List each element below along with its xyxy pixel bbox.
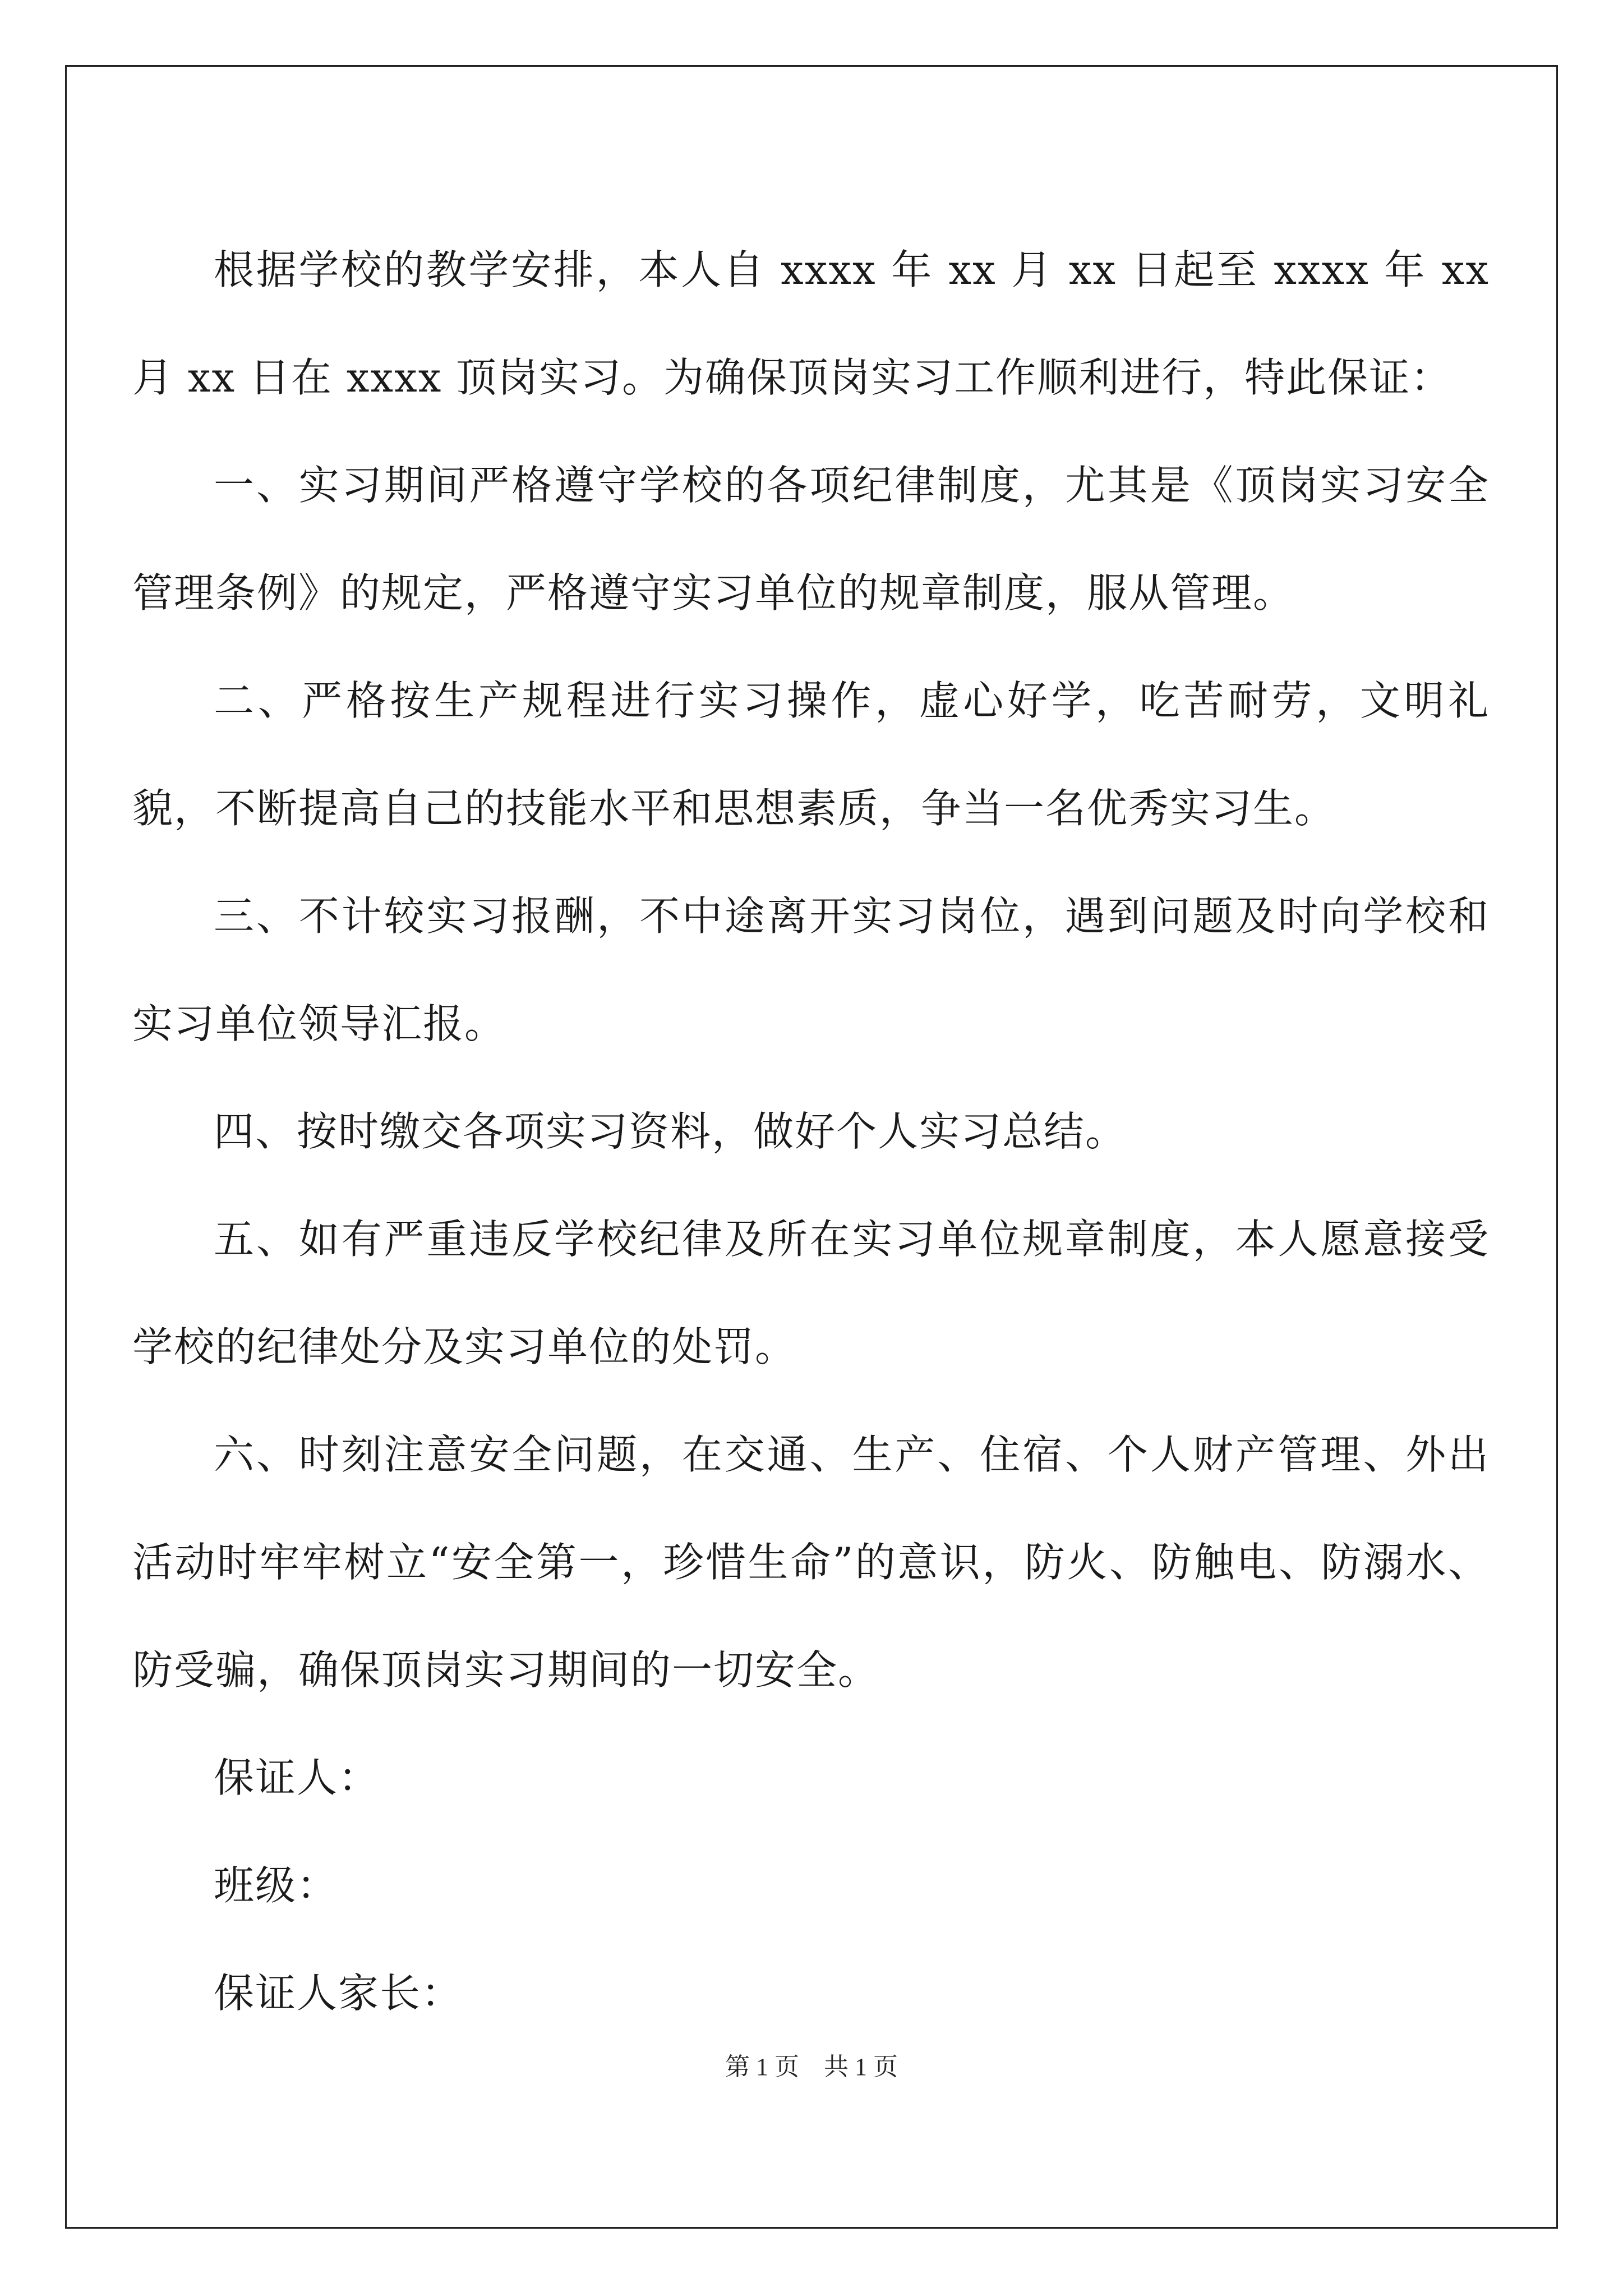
clause-3-paragraph: 三、不计较实习报酬，不中途离开实习岗位，遇到问题及时向学校和实习单位领导汇报。: [132, 892, 1490, 1047]
page-number: 第 1 页 共 1 页: [725, 2053, 898, 2081]
clause-1-paragraph: 一、实习期间严格遵守学校的各项纪律制度，尤其是《顶岗实习安全管理条例》的规定，严格遵守实习单位的规章制度，服从管理。: [132, 462, 1490, 616]
clause-4-paragraph: 四、按时缴交各项实习资料，做好个人实习总结。: [214, 1108, 1127, 1155]
intro-paragraph: 根据学校的教学安排，本人自 xxxx 年 xx 月 xx 日起至 xxxx 年 xx 月 xx 日在 xxxx 顶岗实习。为确保顶岗实习工作顺利进行，特此保证：: [132, 246, 1490, 401]
guarantor-label: 保证人：: [214, 1754, 380, 1801]
clause-2-paragraph: 二、严格按生产规程进行实习操作，虚心好学，吃苦耐劳，文明礼貌，不断提高自己的技能水平和思想素质，争当一名优秀实习生。: [132, 677, 1490, 832]
clause-6-paragraph: 六、时刻注意安全问题，在交通、生产、住宿、个人财产管理、外出活动时牢牢树立“安全第一，珍惜生命”的意识，防火、防触电、防溺水、防受骗，确保顶岗实习期间的一切安全。: [132, 1431, 1490, 1694]
document-body: [132, 216, 1490, 2047]
clause-5-paragraph: 五、如有严重违反学校纪律及所在实习单位规章制度，本人愿意接受学校的纪律处分及实习单位的处罚。: [132, 1216, 1490, 1370]
guardian-label: 保证人家长：: [214, 1970, 463, 2017]
class-label: 班级：: [214, 1862, 339, 1909]
